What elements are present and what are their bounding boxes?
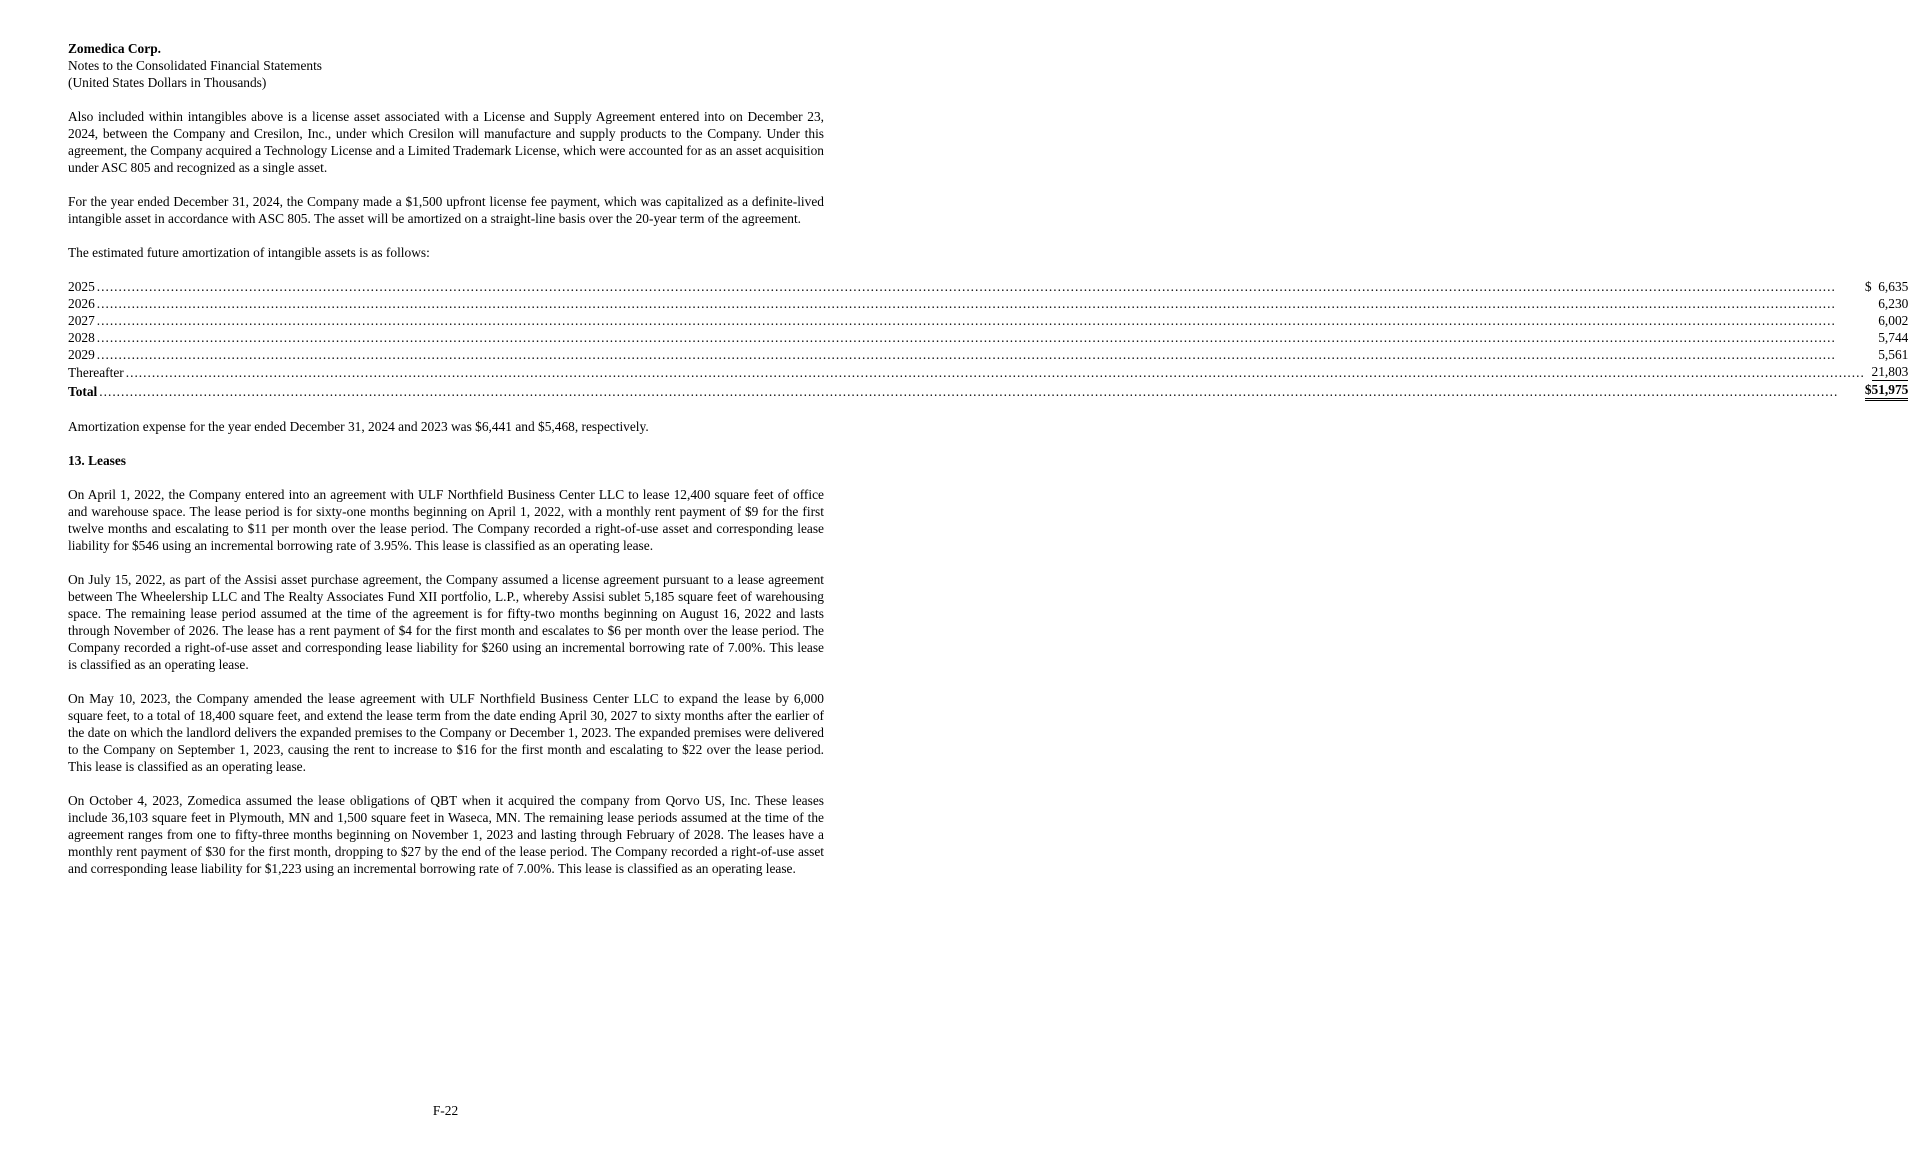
amortization-intro: The estimated future amortization of intangible assets is as follows: [68,245,430,260]
currency-symbol: $ [1865,381,1872,400]
lease-paragraph: On May 10, 2023, the Company amended the lease agreement with ULF Northfield Business Center LLC to expand the lease by 6,000 square feet, to a total of 18,400 square feet, and extend the lease term from the date ending April 30, 2027 to sixty months after the earlier of the date on which the landlord delivers the expanded premises to the Company or December 1, 2023. The expanded premises were delivered to the Company on September 1, 2023, causing the rent to increase to $16 for the first month and escalating to $22 over the lease period. This lease is classified as an operating lease. [68,691,824,774]
section-heading-leases: 13. Leases [68,453,127,468]
row-value: 6,002 [1878,313,1908,328]
table-row: 2029 ................................................................................................................................................................................................................................................................................................................................................................................................................ 5,561 [68,347,1908,362]
currency-symbol [1865,312,1872,329]
table-row: 2027 ................................................................................................................................................................................................................................................................................................................................................................................................................ 6,002 [68,313,1908,328]
table-row: 2026 ................................................................................................................................................................................................................................................................................................................................................................................................................ 6,230 [68,296,1908,311]
statement-title: Notes to the Consolidated Financial Statements [68,58,323,73]
lease-paragraph: On April 1, 2022, the Company entered into an agreement with ULF Northfield Business Center LLC to lease 12,400 square feet of office and warehouse space. The lease period is for sixty-one months beginning on April 1, 2022, with a monthly rent payment of $9 for the first twelve months and escalating to $11 per month over the lease period. The Company recorded a right-of-use asset and corresponding lease liability for $546 using an incremental borrowing rate of 3.95%. This lease is classified as an operating lease. [68,487,824,553]
row-label: 2028 [68,330,95,345]
amortization-expense-note: Amortization expense for the year ended December 31, 2024 and 2023 was $6,441 and $5,468, respectively. [68,419,649,434]
row-value: 6,230 [1878,296,1908,311]
table-row: 2025 ................................................................................................................................................................................................................................................................................................................................................................................................................ $ 6,635 [68,279,1908,294]
total-row: Total ................................................................................................................................................................................................................................................................................................................................................................................................................ $ 51,975 [68,382,1908,399]
row-label: Thereafter [68,364,124,380]
company-name: Zomedica Corp. [68,41,161,56]
table-row: Thereafter ................................................................................................................................................................................................................................................................................................................................................................................................................ 21,803 [68,364,1908,380]
row-value: 6,635 [1878,279,1908,294]
currency-symbol [1865,295,1872,312]
currency-symbol [1865,346,1872,363]
currency-symbol [1865,329,1872,346]
row-label: 2029 [68,347,95,362]
document-page [68,40,1908,877]
row-label: 2027 [68,313,95,328]
row-value: 5,744 [1878,330,1908,345]
total-value: 51,975 [1872,381,1908,400]
page-number: F-22 [432,1103,459,1118]
lease-paragraph: On October 4, 2023, Zomedica assumed the lease obligations of QBT when it acquired the company from Qorvo US, Inc. These leases include 36,103 square feet in Plymouth, MN and 1,500 square feet in Waseca, MN. The remaining lease periods assumed at the time of the agreement ranges from one to fifty-three months beginning on November 1, 2023 and lasting through February of 2028. The leases have a monthly rent payment of $30 for the first month, dropping to $27 by the end of the lease period. The Company recorded a right-of-use asset and corresponding lease liability for $1,223 using an incremental borrowing rate of 7.00%. This lease is classified as an operating lease. [68,793,824,876]
lease-paragraph: On July 15, 2022, as part of the Assisi asset purchase agreement, the Company assumed a license agreement pursuant to a lease agreement between The Wheelership LLC and The Realty Associates Fund XII portfolio, L.P., whereby Assisi sublet 5,185 square feet of warehousing space. The remaining lease period assumed at the time of the agreement is for fifty-two months beginning on August 16, 2022 and lasts through November of 2026. The lease has a rent payment of $4 for the first month and escalates to $6 per month over the lease period. The Company recorded a right-of-use asset and corresponding lease liability for $260 using an incremental borrowing rate of 7.00%. This lease is classified as an operating lease. [68,572,824,672]
total-label: Total [68,383,98,399]
amortization-table [68,278,1908,401]
currency-symbol [1865,363,1872,381]
row-value: 21,803 [1871,364,1908,379]
row-label: 2026 [68,296,95,311]
license-asset-paragraph: Also included within intangibles above is a license asset associated with a License and Supply Agreement entered into on December 23, 2024, between the Company and Cresilon, Inc., under which Cresilon will manufacture and supply products to the Company. Under this agreement, the Company acquired a Technology License and a Limited Trademark License, which were accounted for as an asset acquisition under ASC 805 and recognized as a single asset. [68,109,824,175]
currency-units: (United States Dollars in Thousands) [68,75,267,90]
table-row: 2028 ................................................................................................................................................................................................................................................................................................................................................................................................................ 5,744 [68,330,1908,345]
license-fee-paragraph: For the year ended December 31, 2024, the Company made a $1,500 upfront license fee payment, which was capitalized as a definite-lived intangible asset in accordance with ASC 805. The asset will be amortized on a straight-line basis over the 20-year term of the agreement. [68,194,824,226]
currency-symbol: $ [1864,279,1872,294]
row-value: 5,561 [1878,347,1908,362]
document-header [68,40,824,91]
row-label: 2025 [68,279,95,294]
